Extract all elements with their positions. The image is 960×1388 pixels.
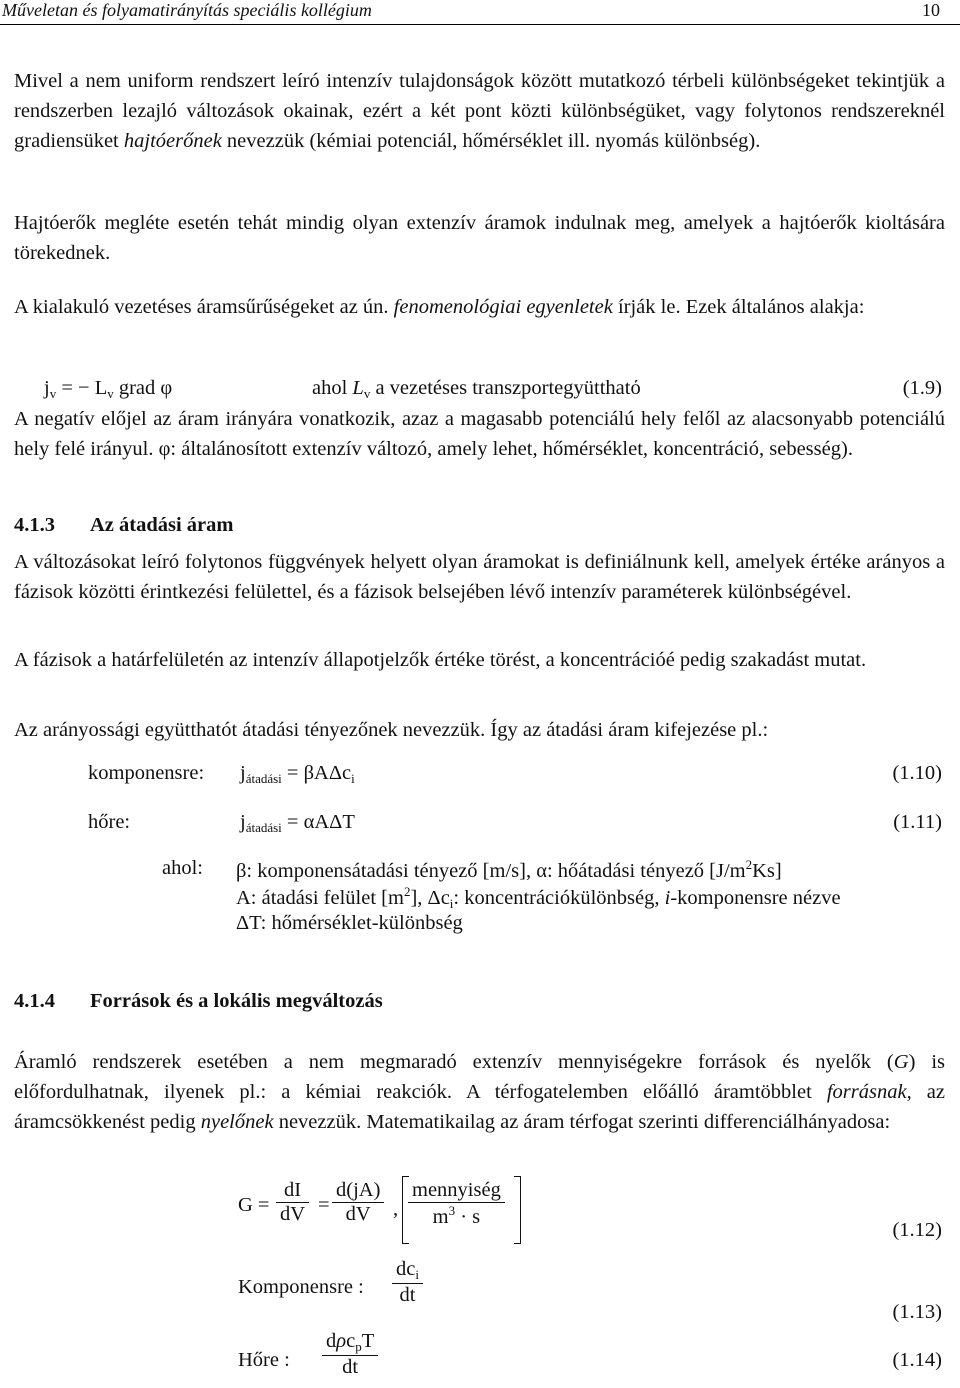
eq112-unit (408, 1179, 505, 1229)
equation-number: (1.13) (892, 1301, 942, 1323)
page-header (0, 0, 960, 25)
frac-denominator: dt (399, 1284, 416, 1306)
eq-sub: átadási (245, 820, 282, 835)
eq-symbol: c (346, 1330, 356, 1352)
eq-sub: p (355, 1339, 362, 1354)
paragraph-transfer: A változásokat leíró folytonos függvények helyett olyan áramokat is definiálnunk kell, amelyek értéke arányos a fázisok közötti érintkezési felülettel, és a fázisok belsejében lévő intenzív paraméterek különbségével. (14, 551, 945, 603)
eq-symbol: = αAΔT (281, 811, 355, 833)
text: ], Δc (410, 887, 450, 909)
text: nevezzük (kémiai potenciál, hőmérséklet ill. nyomás különbség). (221, 130, 761, 152)
eq-symbol: L (89, 377, 108, 399)
equation-1-10 (88, 762, 204, 785)
text: írják le. Ezek általános alakja: (612, 296, 865, 318)
eq-symbol: j (240, 762, 246, 784)
eq112-frac2 (332, 1179, 384, 1226)
paragraph-extensive-currents: Hajtóerők megléte esetén tehát mindig olyan extenzív áramok indulnak meg, amelyek a hajtóerők kioltására törekednek. (14, 212, 945, 264)
eq-symbol: ρ (336, 1330, 347, 1352)
equation-1-10-body (240, 762, 355, 787)
legend-label: ahol: (162, 857, 203, 879)
frac-numerator: d(jA) (332, 1179, 384, 1203)
section-heading-4-1-4 (14, 990, 383, 1013)
eq-sub: v (363, 386, 371, 401)
paragraph-coefficient: Az arányossági együtthatót átadási tényezőnek nevezzük. Így az átadási áram kifejezése pl.: (14, 719, 769, 741)
text: , az áramcsökkenést pedig (14, 1081, 946, 1133)
equation-1-11 (88, 811, 130, 834)
text: Áramló rendszerek esetében a nem megmaradó extenzív mennyiségekre források és nyelők ( (14, 1051, 894, 1073)
emphasis: forrásnak (826, 1081, 907, 1103)
emphasis: i (664, 887, 671, 909)
eq114-frac (322, 1330, 378, 1379)
unit-part: · s (455, 1206, 481, 1228)
text: : koncentrációkülönbség, (453, 887, 665, 909)
eq-symbol: = βAΔc (281, 762, 352, 784)
eq-symbol: T (361, 1330, 375, 1352)
text: β: komponensátadási tényező [m/s], α: hőátadási tényező [J/m (236, 860, 746, 882)
section-heading-4-1-3 (14, 514, 233, 537)
page-number: 10 (922, 0, 940, 20)
eq-symbol: = (56, 377, 79, 399)
text: nevezzük. Matematikailag az áram térfogat szerinti differenciálhányadosa: (273, 1111, 891, 1133)
eq-symbol: j (240, 811, 246, 833)
section-title: Források és a lokális megváltozás (90, 990, 383, 1012)
eq-sub: átadási (245, 771, 282, 786)
text: Ks] (752, 860, 782, 882)
text: -komponensre nézve (670, 887, 841, 909)
eq-sup: 2 (403, 884, 411, 899)
equation-number: (1.10) (892, 762, 942, 784)
emphasis: G (893, 1051, 909, 1073)
eq112-equals: = (318, 1194, 330, 1216)
text: Mivel a nem uniform rendszert leíró intenzív tulajdonságok között mutatkozó térbeli különbségeket tekintjük a rendszerben lezajló változások okainak, ezért a két pont közti különbségüket, vagy folytonos rendszereknél gradiensüket (14, 70, 945, 152)
text: A kialakuló vezetéses áramsűrűségeket az ún. (14, 296, 394, 318)
equation-1-9 (44, 377, 172, 402)
emphasis: fenomenológiai egyenletek (393, 296, 613, 318)
unit-part: m (432, 1206, 449, 1228)
legend-line-1 (236, 857, 782, 883)
equation-number: (1.11) (893, 811, 942, 833)
header-title: Műveletan és folyamatirányítás speciális kollégium (2, 0, 372, 20)
frac-denominator (408, 1203, 505, 1229)
eq-symbol: j (44, 377, 50, 399)
eq113-frac (392, 1258, 423, 1307)
eq-symbol: grad φ (113, 377, 173, 399)
eq114-label: Hőre : (238, 1349, 290, 1371)
paragraph-negative-sign: A negatív előjel az áram irányára vonatkozik, azaz a magasabb potenciálú hely felől az alacsonyabb potenciálú hely felé irányul. φ: általánosított extenzív változó, amely lehet, hőmérséklet, koncentráció, sebesség). (14, 408, 945, 460)
eq-label: komponensre: (88, 762, 205, 784)
eq113-label: Komponensre : (238, 1276, 364, 1298)
eq-symbol: L (352, 377, 364, 399)
equation-number: (1.14) (892, 1349, 942, 1371)
section-number: 4.1.4 (14, 990, 55, 1012)
paragraph-driving-force (14, 66, 945, 156)
frac-denominator: dV (280, 1203, 306, 1225)
section-title: Az átadási áram (90, 514, 234, 536)
paragraph-interface: A fázisok a határfelületén az intenzív állapotjelzők értéke törést, a koncentrációé pedig szakadást mutat. (14, 649, 867, 671)
legend-line-2 (236, 884, 841, 912)
eq112-comma: , (393, 1198, 399, 1220)
equation-number: (1.12) (892, 1219, 942, 1241)
frac-numerator: dI (276, 1179, 309, 1203)
eq-sub: i (449, 896, 454, 911)
frac-numerator (322, 1330, 378, 1356)
paragraph-sources (14, 1047, 945, 1137)
eq-sub: v (107, 386, 114, 401)
equation-1-11-body (240, 811, 355, 836)
eq-sub: v (49, 386, 57, 401)
paragraph-phenomenological (14, 292, 945, 322)
eq-sub: i (415, 1267, 419, 1282)
frac-denominator: dt (342, 1356, 359, 1378)
eq-symbol: d (326, 1330, 337, 1352)
emphasis: nyelőnek (200, 1111, 274, 1133)
legend-line-3: ΔT: hőmérséklet-különbség (236, 912, 463, 934)
eq-sup: 3 (448, 1203, 456, 1218)
text: ahol (312, 377, 353, 399)
equation-number: (1.9) (902, 377, 942, 399)
eq-sup: 2 (745, 857, 753, 872)
frac-numerator: mennyiség (408, 1179, 505, 1203)
text: A: átadási felület [m (236, 887, 404, 909)
eq-label: hőre: (88, 811, 131, 833)
section-number: 4.1.3 (14, 514, 55, 536)
text: ) is előfordulhatnak, ilyenek pl.: a kémiai reakciók. A térfogatelemben előálló áramtöbblet (14, 1051, 945, 1103)
frac-numerator (392, 1258, 423, 1284)
eq112-G: G = (238, 1194, 270, 1216)
eq-symbol: dc (396, 1258, 416, 1280)
equation-1-9-note (312, 377, 641, 402)
eq112-frac1 (276, 1179, 309, 1226)
frac-denominator: dV (345, 1203, 371, 1225)
eq-symbol: − (78, 377, 90, 399)
text: a vezetéses transzportegyütthatό (370, 377, 641, 399)
eq-sub: i (351, 771, 355, 786)
right-bracket (514, 1176, 521, 1244)
emphasis: hajtóerőnek (123, 130, 222, 152)
